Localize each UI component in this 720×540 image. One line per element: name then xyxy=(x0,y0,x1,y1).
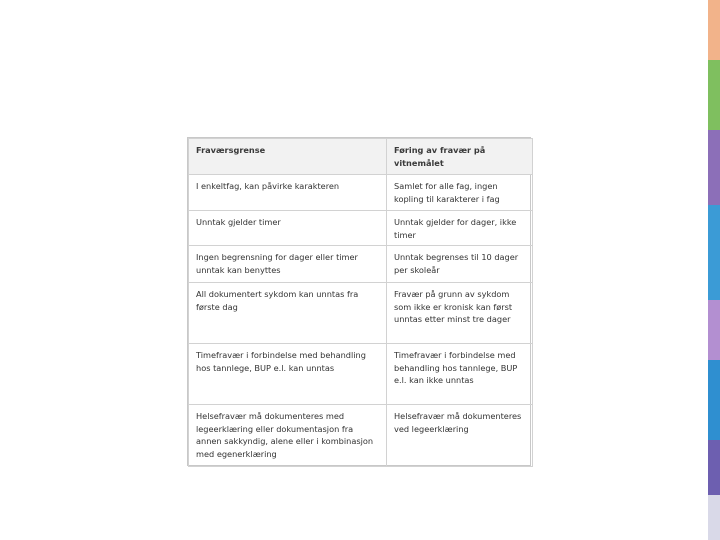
table-cell: Helsefravær må dokumenteres med legeerklæring eller dokumentasjon fra annen sakkyndig, alene eller i kombinasjon med egenerklæring xyxy=(189,405,387,467)
band-segment xyxy=(708,360,720,440)
table-cell: Timefravær i forbindelse med behandling hos tannlege, BUP e.l. kan unntas xyxy=(189,344,387,405)
table-cell: Unntak gjelder timer xyxy=(189,211,387,246)
band-segment xyxy=(708,205,720,300)
table-cell: Unntak begrenses til 10 dager per skoleår xyxy=(387,246,533,283)
table-cell: Ingen begrensning for dager eller timer unntak kan benyttes xyxy=(189,246,387,283)
table-row xyxy=(189,246,533,283)
table-cell: All dokumentert sykdom kan unntas fra første dag xyxy=(189,283,387,344)
comparison-table xyxy=(188,138,533,467)
table-cell: Helsefravær må dokumenteres ved legeerklæring xyxy=(387,405,533,467)
band-segment xyxy=(708,495,720,540)
absence-rules-table xyxy=(187,137,531,466)
decorative-side-band xyxy=(708,0,720,540)
table-row xyxy=(189,283,533,344)
table-cell: Samlet for alle fag, ingen kopling til karakterer i fag xyxy=(387,175,533,211)
table-cell: Fravær på grunn av sykdom som ikke er kronisk kan først unntas etter minst tre dager xyxy=(387,283,533,344)
table-row xyxy=(189,405,533,467)
table-cell: Timefravær i forbindelse med behandling hos tannlege, BUP e.l. kan ikke unntas xyxy=(387,344,533,405)
band-segment xyxy=(708,300,720,360)
table-cell: I enkeltfag, kan påvirke karakteren xyxy=(189,175,387,211)
band-segment xyxy=(708,440,720,495)
table-row xyxy=(189,211,533,246)
table-cell: Unntak gjelder for dager, ikke timer xyxy=(387,211,533,246)
table-row xyxy=(189,344,533,405)
table-row xyxy=(189,175,533,211)
band-segment xyxy=(708,130,720,205)
band-segment xyxy=(708,0,720,60)
column-header-foring-vitnemal: Føring av fravær på vitnemålet xyxy=(387,139,533,175)
table-header-row xyxy=(189,139,533,175)
band-segment xyxy=(708,60,720,130)
column-header-fravaersgrense: Fraværsgrense xyxy=(189,139,387,175)
